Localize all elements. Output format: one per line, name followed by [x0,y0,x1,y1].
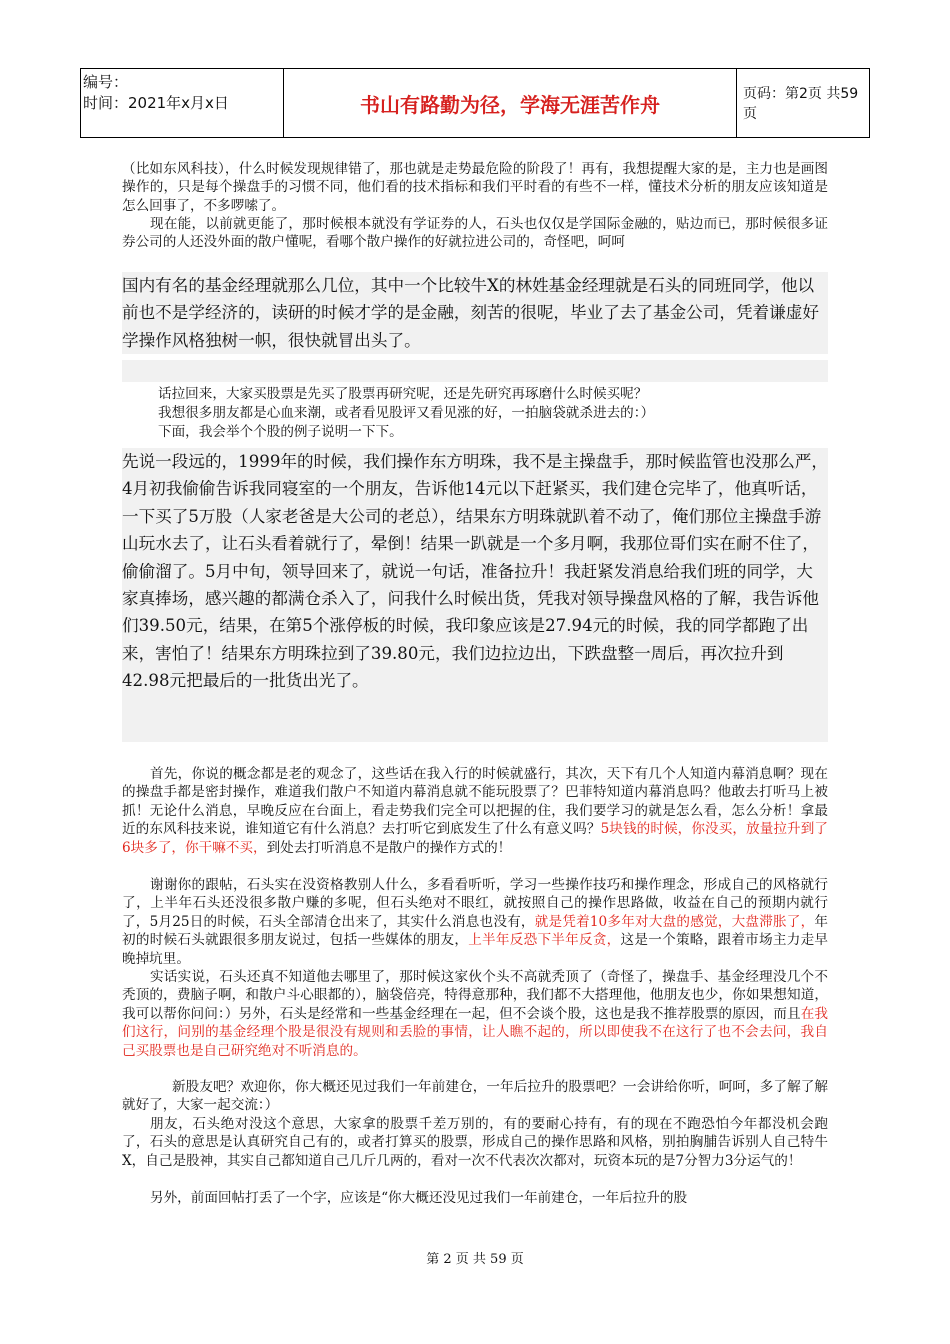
page-footer: 第 2 页 共 59 页 [426,1252,524,1267]
paragraph-3a: 话拉回来，大家买股票是先买了股票再研究呢，还是先研究再琢磨什么时候买呢？ [158,386,648,402]
paragraph-6 [122,968,828,1060]
paragraph-6-text: 实话实说，石头还真不知道他去哪里了，那时候这家伙个头不高就秃顶了（奇怪了，操盘手、基金经理没几个不秃顶的，费脑子啊，和散户斗心眼都的），脑袋倍亮，特得意那种，我们都不大搭理他，他朋友也少，你如果想知道，我可以帮你问问：）另外，石头是经常和一些基金经理在一起，但不会谈个股，这也是我不推荐股票的原因，而且 [122,969,828,1022]
highlight-paragraph-1: 国内有名的基金经理就那么几位，其中一个比较牛X的林姓基金经理就是石头的同班同学，他以前也不是学经济的，读研的时候才学的是金融，刻苦的很呢，毕业了去了基金公司，凭着谦虚好学操作风格独树一帜，很快就冒出头了。 [122,272,828,354]
header-meta [81,69,284,137]
highlight-gap [122,360,828,382]
paragraph-1: （比如东风科技），什么时候发现规律错了，那也就是走势最危险的阶段了！再有，我想提醒大家的是，主力也是画图操作的，只是每个操盘手的习惯不同，他们看的技术指标和我们平时看的有些不一样，懂技术分析的朋友应该知道是怎么回事了，不多啰嗦了。 [122,161,828,214]
header-page-info: 页码：第2页 共59页 [743,86,859,122]
paragraph-2: 现在能，以前就更能了，那时候根本就没有学证券的人，石头也仅仅是学国际金融的，贴边而已，那时候很多证券公司的人还没外面的散户懂呢，看哪个散户操作的好就拉进公司的，奇怪吧，呵呵 [122,216,828,251]
paragraph-5 [122,876,828,968]
paragraph-3b: 我想很多朋友都是心血来潮，或者看见股评又看见涨的好，一拍脑袋就杀进去的：） [158,405,655,421]
paragraph-4-red: 5块钱的时候，你没买，放量拉升到了6块多了，你干嘛不买， [122,821,829,856]
paragraph-6-red: 在我们这行，问别的基金经理个股是很没有规则和丢脸的事情，让人瞧不起的，所以即使我不在这行了也不会去问，我自己买股票也是自己研究绝对不听消息的。 [122,1005,829,1059]
page-header [80,68,870,138]
paragraph-4-text: 首先，你说的概念都是老的观念了，这些话在我入行的时候就盛行，其次，天下有几个人知道内幕消息啊？现在的操盘手都是密封操作，难道我们散户不知道内幕消息就不能玩股票了？巴菲特知道内幕消息吗？他敢去打听马上被抓！无论什么消息，早晚反应在台面上，看走势我们完全可以把握的住，我们要学习的就是怎么看，怎么分析！拿最近的东风科技来说，谁知道它有什么消息？去打听它到底发生了什么有意义吗？ [122,766,828,838]
paragraph-5-text-b: 年初的时候石头就跟很多朋友说过，包括一些媒体的朋友， [122,913,828,949]
paragraph-4 [122,765,828,857]
paragraph-4-end: 到处去打听消息不是散户的操作方式的！ [266,839,512,856]
header-motto: 书山有路勤为径，学海无涯苦作舟 [284,69,737,137]
paragraph-5-text-c: 这是一个策略，跟着市场主力走早晚掉坑里。 [122,932,829,967]
paragraph-3c: 下面，我会举个个股的例子说明一下下。 [158,424,403,440]
paragraph-5-red-1: 就是凭着10多年对大盘的感觉，大盘滞胀了， [534,913,815,930]
number-label: 编号： [83,73,129,91]
paragraph-8: 朋友，石头绝对没这个意思，大家拿的股票千差万别的，有的要耐心持有，有的现在不跑恐怕今年都没机会跑了，石头的意思是认真研究自己有的，或者打算买的股票，形成自己的操作思路和风格，别拍胸脯告诉别人自己特牛X，自己是股神，其实自己都知道自己几斤几两的，看对一次不代表次次都对，玩资本玩的是7分智力3分运气的！ [122,1116,828,1169]
date-label: 时间：2021年x月x日 [83,94,229,112]
paragraph-5-text-a: 谢谢你的跟帖，石头实在没资格教别人什么，多看看听听，学习一些操作技巧和操作理念，形成自己的风格就行了，上半年石头还没很多散户赚的多呢，但石头绝对不眼红，就按照自己的操作思路做，收益在自己的预期内就行了，5月25日的时候，石头全部清仓出来了，其实什么消息也没有， [122,877,828,930]
paragraph-9: 另外，前面回帖打丢了一个字，应该是“你大概还没见过我们一年前建仓，一年后拉升的股 [150,1190,688,1206]
paragraph-5-red-2: 上半年反恐下半年反贪， [468,932,621,949]
highlight-paragraph-2: 先说一段远的，1999年的时候，我们操作东方明珠，我不是主操盘手，那时候监管也没那么严，4月初我偷偷告诉我同寝室的一个朋友，告诉他14元以下赶紧买，我们建仓完毕了，他真听话，一下买了5万股（人家老爸是大公司的老总），结果东方明珠就趴着不动了，俺们那位主操盘手游山玩水去了，让石头看着就行了，晕倒！结果一趴就是一个多月啊，我那位哥们实在耐不住了，偷偷溜了。5月中旬，领导回来了，就说一句话，准备拉升！我赶紧发消息给我们班的同学，大家真捧场，感兴趣的都满仓杀入了，问我什么时候出货，凭我对领导操盘风格的了解，我告诉他们39.50元，结果，在第5个涨停板的时候，我印象应该是27.94元的时候，我的同学都跑了出来，害怕了！结果东方明珠拉到了39.80元，我们边拉边出，下跌盘整一周后，再次拉升到42.98元把最后的一批货出光了。 [122,448,828,742]
paragraph-7: 新股友吧？欢迎你，你大概还见过我们一年前建仓，一年后拉升的股票吧？一会讲给你听，呵呵，多了解了解就好了，大家一起交流：） [122,1079,828,1114]
